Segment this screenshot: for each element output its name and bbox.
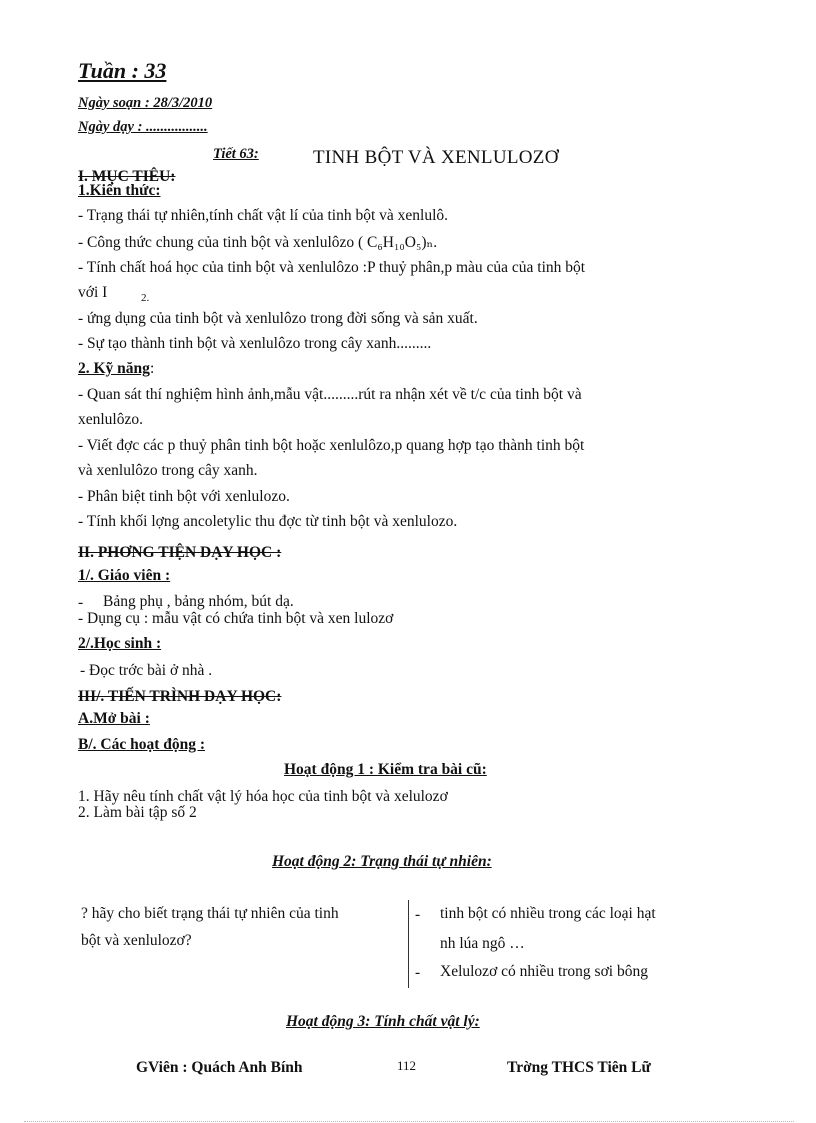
page-bottom-border [24,1121,794,1122]
knowledge-item: - Công thức chung của tinh bột và xenlulôzo ( C₆H₁₀O₅)ₙ. [78,234,438,251]
skill-item: - Quan sát thí nghiệm hình ảnh,mẫu vật.........rút ra nhận xét về t/c của tinh bột và [78,386,582,403]
answer-line: nh lúa ngô … [440,935,525,952]
knowledge-item: - Trạng thái tự nhiên,tính chất vật lí của tinh bột và xenlulô. [78,207,449,224]
section-process-heading: III/. TIẾN TRÌNH DẠY HỌC: [78,688,282,705]
activity3-heading: Hoạt động 3: Tính chất vật lý: [286,1013,480,1030]
knowledge-subheading: 1.Kiến thức: [78,182,161,199]
student-subheading: 2/.Học sinh : [78,635,162,652]
bullet-dash: - [78,594,84,611]
knowledge-item: - Tính chất hoá học của tinh bột và xenlulôzo :P thuỷ phân,p màu của của tinh bột [78,259,586,276]
prep-date: Ngày soạn : 28/3/2010 [78,95,213,111]
week-heading: Tuần : 33 [78,58,167,83]
teach-date: Ngày dạy : ................. [78,119,208,135]
skills-subheading [78,360,154,378]
skill-item: và xenlulôzo trong cây xanh. [78,462,258,479]
knowledge-item: - Sự tạo thành tinh bột và xenlulôzo trong cây xanh......... [78,335,432,352]
activity1-heading: Hoạt động 1 : Kiểm tra bài cũ: [284,761,487,778]
lesson-title: TINH BỘT VÀ XENLULOZƠ [313,147,559,168]
skill-item: - Phân biệt tinh bột với xenlulozo. [78,488,290,505]
knowledge-item: - ứng dụng của tinh bột và xenlulôzo trong đời sống và sản xuất. [78,310,478,327]
teacher-subheading: 1/. Giáo viên : [78,567,171,584]
subscript-2: 2. [141,292,150,304]
period-label: Tiết 63: [213,146,259,162]
skill-item: xenlulôzo. [78,411,143,428]
section-resources-heading: II. PHƠNG TIỆN DẠY HỌC : [78,544,282,561]
footer-teacher: GViên : Quách Anh Bính [136,1059,303,1076]
activity1-item: 2. Làm bài tập số 2 [78,804,197,821]
answer-line: tinh bột có nhiều trong các loại hạt [440,905,656,922]
bullet-dash: - [415,964,421,981]
bullet-dash: - [415,906,421,923]
answer-line: Xelulozơ có nhiều trong sơi bông [440,963,648,980]
footer-school: Trờng THCS Tiên Lữ [507,1059,651,1076]
knowledge-item: với I [78,284,108,301]
question-line: ? hãy cho biết trạng thái tự nhiên của tinh [81,905,339,922]
activity1-item: 1. Hãy nêu tính chất vật lý hóa học của tinh bột và xelulozơ [78,788,448,805]
teacher-item: Bảng phụ , bảng nhóm, bút dạ. [103,593,294,610]
column-divider [408,900,409,988]
activities-subheading: B/. Các hoạt động : [78,736,206,753]
skill-item: - Tính khối lợng ancoletylic thu đợc từ tinh bột và xenlulozo. [78,513,458,530]
skill-item: - Viết đợc các p thuỷ phân tinh bột hoặc xenlulôzo,p quang hợp tạo thành tinh bột [78,437,585,454]
skills-label: 2. Kỹ năng [78,360,150,377]
skills-colon: : [149,360,155,377]
intro-subheading: A.Mở bài : [78,710,150,727]
page-number: 112 [397,1058,417,1073]
teacher-item: - Dụng cụ : mẫu vật có chứa tinh bột và xen lulozơ [78,610,394,627]
student-item: - Đọc trớc bài ở nhà . [80,662,213,679]
activity2-heading: Hoạt động 2: Trạng thái tự nhiên: [272,853,492,870]
section-objectives-heading: I. MỤC TIÊU: [78,168,176,185]
question-line: bột và xenlulozơ? [81,932,192,949]
